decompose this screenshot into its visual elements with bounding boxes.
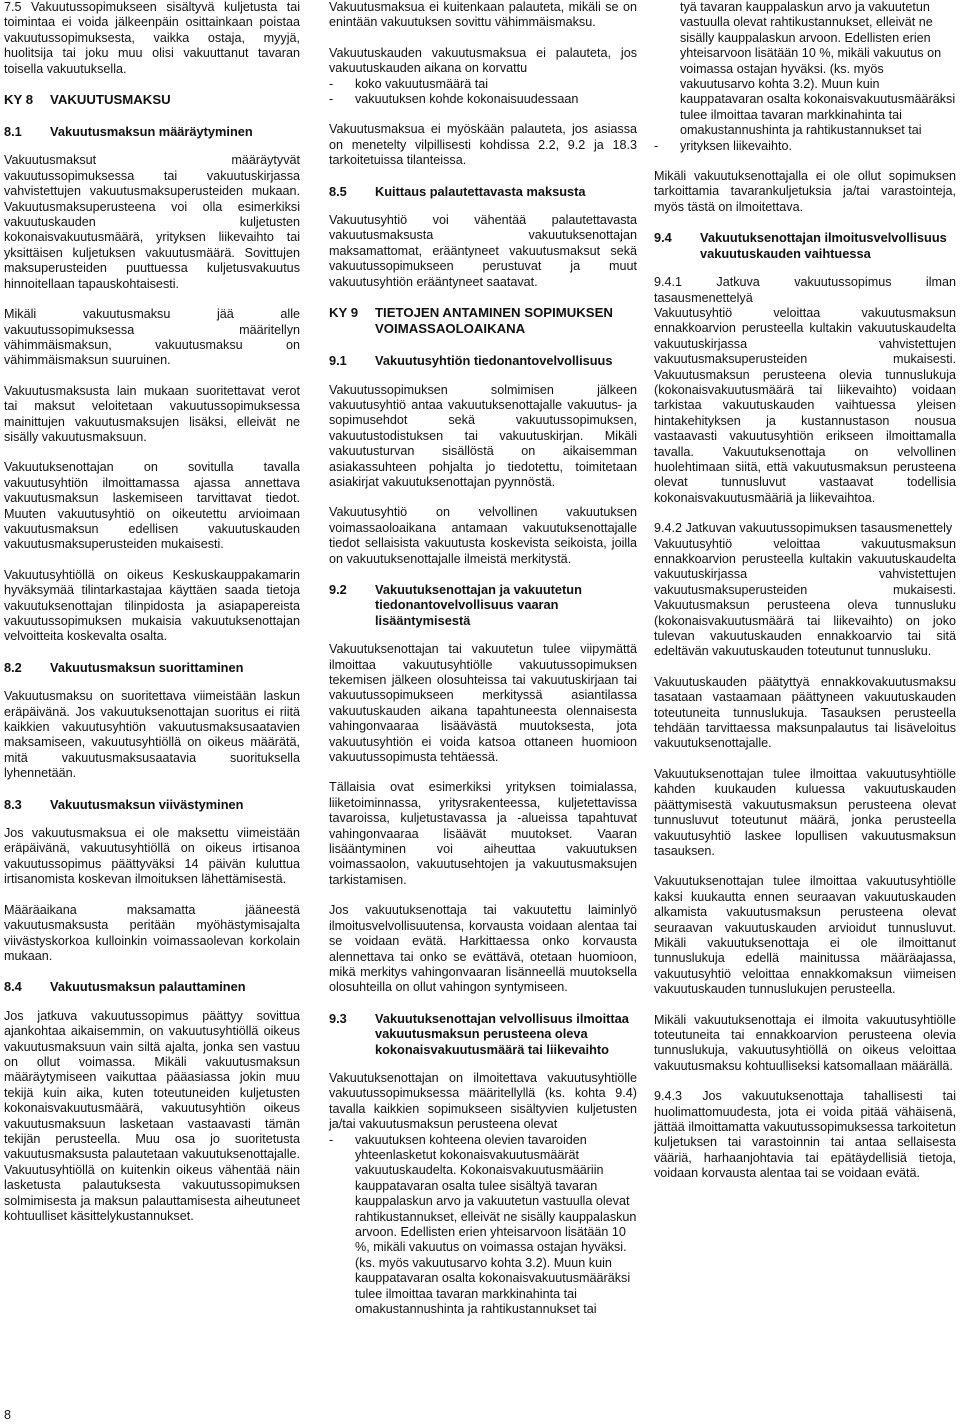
chapter-number: KY 8: [4, 92, 34, 108]
list-dash: -: [329, 76, 334, 91]
paragraph: Vakuutussopimuksen solmimisen jälkeen vakuutusyhtiö antaa vakuutuksenottajalle vakuutus- ja sopimusehdot sekä vakuutussopimuksen, vakuutustodistuksen tai vakuutuskirjan. Mikäli vakuutusturvan sisällöstä on aikaisemman asiakassuhteen pohjalta jo tiedotettu, toimitetaan asiakirjat vakuutuksenottajan pyynnöstä.: [329, 382, 637, 489]
section-9-3-heading: [329, 1011, 637, 1057]
column-3: [654, 0, 956, 1197]
list-item: [654, 0, 956, 139]
paragraph: Jos jatkuva vakuutussopimus päättyy sovittua ajankohtaa aikaisemmin, on vakuutusyhtiöllä oikeus vakuutusmaksuun vain siltä ajalta, jonka sen vastuu on ollut voimassa. Mikäli vakuutusmaksun määräytymiseen vaikuttaa pääasiassa jokin muu tekijä kuin aika, kuten toteutuneiden kuljetusten kokonaisvakuutusmäärä, vakuutusyhtiön oikeus vakuutusmaksuun lasketaan vastaavasti tämän tekijän perusteella. Muu osa jo suoritetusta vakuutusmaksusta palautetaan vakuutuksenottajalle. Vakuutusyhtiöllä on kuitenkin oikeus vähentää näin lasketusta palautuksesta vakuutussopimuksen solmimisesta ja maksun palauttamisesta aiheutuneet kohtuulliset käsittelykustannukset.: [4, 1008, 300, 1223]
section-9-1-heading: [329, 353, 637, 368]
paragraph: Mikäli vakuutusmaksu jää alle vakuutussopimuksessa määritellyn vähimmäismaksun, vakuutusmaksu on vähimmäismaksun suuruinen.: [4, 307, 300, 368]
list-item: [329, 1133, 637, 1318]
section-8-4-heading: [4, 979, 300, 994]
section-number: 9.3: [329, 1010, 347, 1026]
list-dash: [654, 0, 680, 139]
chapter-ky8-heading: [4, 92, 300, 108]
list-item: [329, 92, 637, 107]
chapter-ky9-heading: [329, 305, 637, 337]
page-number: 8: [4, 1408, 12, 1422]
paragraph: Vakuutuksenottajan tai vakuutetun tulee viipymättä ilmoittaa vakuutusyhtiölle vakuutussopimuksen tekemisen jälkeen olosuhteissa tai vakuutuskirjaan tai vakuutussopimukseen merkityssä asiantilassa vakuutuskauden aikana tapahtuneesta olennaisesta vahingonvaaraa lisäävästä muutoksesta, jota vakuutusyhtiön ei voida katsoa ottaneen huomioon vakuutussopimusta tehtäessä.: [329, 642, 637, 765]
section-number: 8.3: [4, 796, 22, 812]
column-1: [4, 0, 300, 1239]
paragraph: Jos vakuutuksenottaja tai vakuutettu laiminlyö ilmoitusvelvollisuutensa, korvausta voidaan alentaa tai se voidaan evätä. Harkittaessa onko korvausta alennettava tai onko se evättävä, otetaan huomioon, mikä merkitys vahingonvaaran lisänneellä muutoksella olosuhteilla on ollut vahingon syntymiseen.: [329, 903, 637, 995]
list-item: [329, 77, 637, 92]
paragraph: Vakuutusyhtiö veloittaa vakuutusmaksun ennakkoarvion perusteella kultakin vakuutuskaudelta vakuutuskirjassa vahvistettujen vakuutusmaksuperusteiden mukaisesti. Vakuutusmaksun perusteena oleva tunnusluku (kokonaisvakuutusmäärä tai liikevaihto) on joko tulevan vakuutuskauden ennakkoarvio tai sitä edeltävän vakuutuskauden toteutunut tunnusluku.: [654, 536, 956, 659]
section-title: Vakuutusmaksun palauttaminen: [50, 979, 246, 995]
chapter-title: VAKUUTUSMAKSU: [50, 92, 171, 108]
section-number: 8.4: [4, 979, 22, 995]
paragraph: Vakuutuksenottajan on ilmoitettava vakuutusyhtiölle vakuutussopimuksessa määritellyllä (ks. kohta 9.4) tavalla kaikkien sopimukseen sisältyvien kuljetusten ja/tai vakuutusmaksun perusteena olevat: [329, 1070, 637, 1132]
section-title: Vakuutuksenottajan velvollisuus ilmoittaa vakuutusmaksun perusteena oleva kokonaisvakuutusmäärä tai liikevaihto: [375, 1010, 629, 1057]
section-title: Vakuutuksenottajan ilmoitusvelvollisuus vakuutuskauden vaihtuessa: [700, 230, 947, 261]
section-8-5-heading: [329, 184, 637, 199]
paragraph: Vakuutusyhtiöllä on oikeus Keskuskauppakamarin hyväksymää tilintarkastajaa käyttäen saada tietoja vakuutuksenottajan tilinpidosta ja asiapapereista vakuutussopimuksen mukaisia vakuutuksenottajan velvoitteita koskevalta osalta.: [4, 567, 300, 644]
section-title: Vakuutusmaksun suorittaminen: [50, 659, 244, 675]
chapter-title: TIETOJEN ANTAMINEN SOPIMUKSEN VOIMASSAOLOAIKANA: [375, 305, 613, 337]
section-number: 8.5: [329, 183, 347, 199]
section-number: 9.2: [329, 581, 347, 597]
list-item-text: vakuutuksen kohde kokonaisuudessaan: [355, 92, 579, 107]
section-8-1-heading: [4, 124, 300, 139]
paragraph: Vakuutusmaksua ei kuitenkaan palauteta, mikäli se on enintään vakuutuksen sovittu vähimmäismaksu.: [329, 0, 637, 30]
subsection-9-4-2-heading: 9.4.2 Jatkuvan vakuutussopimuksen tasausmenettely: [654, 521, 953, 536]
list-dash: -: [329, 92, 334, 107]
paragraph: Vakuutuksenottajan tulee ilmoittaa vakuutusyhtiölle kahden kuukauden kuluessa vakuutuskauden päättymisestä vakuutusmaksun perusteena olevat tunnusluvut toteutunut määrä, jonka perusteella vakuutusyhtiö laskee lopullisen vakuutusmaksun tasauksen.: [654, 766, 956, 858]
paragraph: Vakuutusyhtiö veloittaa vakuutusmaksun ennakkoarvion perusteella kultakin vakuutuskaudelta vakuutuskirjassa vahvistettujen vakuutusmaksuperusteiden mukaisesti. Vakuutusmaksun perusteena olevia tunnuslukuja (kokonaisvakuutusmäärä tai liikevaihto) voidaan tarkistaa vakuutuskauden vaihtuessa yleisen hintakehityksen ja kustannustason nousua vastaavasti vakuutusyhtiön erikseen ilmoittamalla tavalla. Vakuutuksenottaja on velvollinen huolehtimaan siitä, että vakuutusmaksun perusteena olevat tunnusluvut vastaavat todellisia kokonaisvakuutusmääriä ja liikevaihtoa.: [654, 305, 956, 505]
paragraph: Vakuutuksenottajan tulee ilmoittaa vakuutusyhtiölle kaksi kuukautta ennen seuraavan vakuutuskauden alkamista vakuutusmaksun perusteena olevat seuraavan vakuutuskauden arvioidut tunnusluvut. Mikäli vakuutuksenottaja ei ole ilmoittanut tunnuslukuja edellä mainitussa määräajassa, vakuutusyhtiö veloittaa ennakkomaksun viimeisen vakuutuskauden tunnuslukujen perusteella.: [654, 874, 956, 997]
chapter-number: KY 9: [329, 305, 359, 321]
list-item-text: tyä tavaran kauppalaskun arvo ja vakuutetun vastuulla olevat rahtikustannukset, elleivät ne sisälly kauppalaskun arvoon. Edellisten erien yhteisarvoon lisätään 10 %, mikäli vakuutus on voimassa ostajan hyväksi. (ks. myös vakuutusarvo kohta 3.2). Muun kuin kauppatavaran osalta kokonaisvakuutusmääräksi tulee ilmoittaa tavaran markkinahinta tai omakustannushinta ja rahtikustannukset tai: [680, 0, 956, 138]
section-number: 8.1: [4, 124, 22, 140]
paragraph: Vakuutusmaksu on suoritettava viimeistään laskun eräpäivänä. Jos vakuutuksenottajan suoritus ei riitä kaikkien vakuutusyhtiön vakuutusmaksusaatavien maksamiseen, vakuutusyhtiöllä on oikeus määrätä, mitä vakuutusmaksusaatavia suorituksella lyhennetään.: [4, 689, 300, 781]
paragraph: Vakuutusmaksut määräytyvät vakuutussopimuksessa tai vakuutuskirjassa vahvistettujen vakuutusmaksuperusteiden mukaan. Vakuutusmaksuperusteena voi olla esimerkiksi vakuutuskauden kuljetusten kokonaisvakuutusmäärä, yrityksen liikevaihto tai yksittäisen kuljetuksen vakuutusmäärä. Sovittujen maksuperusteiden puuttuessa kuljetusvakuutus hinnoitellaan tapauskohtaisesti.: [4, 153, 300, 291]
list-item-text: vakuutuksen kohteena olevien tavaroiden yhteenlasketut kokonaisvakuutusmäärät vakuutuskaudelta. Kokonaisvakuutusmääriin kauppatavaran osalta tulee sisältyä tavaran kauppalaskun arvo ja vakuutetun vastuulla olevat rahtikustannukset, elleivät ne sisälly kauppalaskun arvoon. Edellisten erien yhteisarvoon lisätään 10 %, mikäli vakuutus on voimassa ostajan hyväksi. (ks. myös vakuutusarvo kohta 3.2). Muun kuin kauppatavaran osalta kokonaisvakuutusmääräksi tulee ilmoittaa tavaran markkinahinta tai omakustannushinta ja rahtikustannukset tai: [355, 1132, 637, 1317]
section-title: Vakuutusmaksun määräytyminen: [50, 124, 253, 140]
paragraph-9-4-3: 9.4.3 Jos vakuutuksenottaja tahallisesti tai huolimattomuudesta, jota ei voida pitää vähäisenä, jättää ilmoittamatta vakuutussopimuksessa tarkoitetun kuljetuksen tai varastoinnin tai antaa sellaisesta vääriä, harhaanjohtavia tai epätäydellisiä tietoja, voidaan korvausta alentaa tai se voidaan evätä.: [654, 1089, 956, 1181]
section-number: 9.4: [654, 230, 672, 246]
paragraph: Vakuutuskauden päätyttyä ennakkovakuutusmaksu tasataan vastaamaan päättyneen vakuutuskauden toteutuneita tunnuslukuja. Tasauksen perusteella tehdään tarvittaessa maksunpalautus tai lisäveloitus vakuutuksenottajalle.: [654, 674, 956, 751]
section-9-2-heading: [329, 582, 637, 628]
paragraph: Mikäli vakuutuksenottajalla ei ole ollut sopimuksen tarkoittamia tavarankuljetuksia ja/tai varastointeja, myös tästä on ilmoitettava.: [654, 169, 956, 214]
section-8-3-heading: [4, 797, 300, 812]
section-9-4-heading: [654, 230, 956, 261]
section-number: 9.1: [329, 353, 347, 369]
list-dash: -: [654, 138, 659, 153]
section-8-2-heading: [4, 660, 300, 675]
paragraph: Vakuutuksenottajan on sovitulla tavalla vakuutusyhtiön ilmoittamassa ajassa annettava vakuutusmaksun laskemiseen tarvittavat tiedot. Muuten vakuutusyhtiö on oikeutettu arvioimaan vakuutusmaksun edellisen vakuutuskauden vakuutusmaksuperusteiden mukaisesti.: [4, 460, 300, 552]
paragraph: Vakuutusyhtiö on velvollinen vakuutuksen voimassaoloaikana antamaan vakuutuksenottajalle tiedot sellaisista vakuutusta koskevista seikoista, joilla on vakuutuksenottajalle ilmeistä merkitystä.: [329, 505, 637, 566]
paragraph: Vakuutusyhtiö voi vähentää palautettavasta vakuutusmaksusta vakuutuksenottajan maksamattomat, erääntyneet vakuutusmaksut sekä vakuutussopimukseen perustuvat ja muut vakuutusyhtiön erääntyneet saatavat.: [329, 213, 637, 289]
dash-list-continued: [654, 0, 956, 154]
subsection-9-4-1-heading: 9.4.1 Jatkuva vakuutussopimus ilman tasausmenettelyä: [654, 275, 956, 305]
paragraph-7-5: 7.5 Vakuutussopimukseen sisältyvä kuljetusta tai toimintaa ei voida jälkeenpäin osittainkaan poistaa vakuutussopimuksesta, vaikka ostaja, myyjä, huolitsija tai joku muu olisi vakuuttanut tavaran toisella vakuutuksella.: [4, 0, 300, 76]
paragraph: Mikäli vakuutuksenottaja ei ilmoita vakuutusyhtiölle toteutuneita tai ennakkoarvion perusteena olevia tunnuslukuja, vakuutusyhtiöllä on oikeus veloittaa vakuutusmaksu kohtuulliseksi katsomallaan määrällä.: [654, 1012, 956, 1073]
section-title: Vakuutusmaksun viivästyminen: [50, 796, 244, 812]
list-dash: -: [329, 1132, 334, 1147]
list-item: [654, 139, 956, 154]
list-item-text: koko vakuutusmäärä tai: [355, 76, 489, 91]
section-title: Vakuutuksenottajan ja vakuutetun tiedonantovelvollisuus vaaran lisääntymisestä: [375, 581, 582, 628]
paragraph: Vakuutusmaksusta lain mukaan suoritettavat verot tai maksut veloitetaan vakuutussopimuksessa mainittujen vakuutusmaksujen lisäksi, elleivät ne sisälly vakuutusmaksuun.: [4, 383, 300, 444]
section-title: Kuittaus palautettavasta maksusta: [375, 183, 586, 199]
paragraph: Jos vakuutusmaksua ei ole maksettu viimeistään eräpäivänä, vakuutusyhtiöllä on oikeus irtisanoa vakuutussopimus päättyväksi 14 päivän kuluttua irtisanomista koskevan ilmoituksen lähettämisestä.: [4, 826, 300, 887]
section-number: 8.2: [4, 659, 22, 675]
column-2: [329, 0, 637, 1332]
paragraph: Määräaikana maksamatta jääneestä vakuutusmaksusta peritään myöhästymisajalta viivästyskorkoa kulloinkin voimassaolevan korkolain mukaan.: [4, 902, 300, 963]
section-title: Vakuutusyhtiön tiedonantovelvollisuus: [375, 353, 613, 369]
paragraph: Vakuutusmaksua ei myöskään palauteta, jos asiassa on menetelty vilpillisesti kohdissa 2.2, 9.2 ja 18.3 tarkoitetuissa tilanteissa.: [329, 122, 637, 168]
list-item-text: yrityksen liikevaihto.: [680, 138, 792, 153]
paragraph: Vakuutuskauden vakuutusmaksua ei palauteta, jos vakuutuskauden aikana on korvattu: [329, 45, 637, 76]
paragraph: Tällaisia ovat esimerkiksi yrityksen toimialassa, liiketoiminnassa, yritysrakenteessa, kuljetettavissa tavaroissa, kuljetustavassa ja -alueissa tapahtuvat vahingonvaaraa lisäävät muutokset. Vaaran lisääntyminen voi aiheuttaa vakuutuksen voimassaolon, vakuutusehtojen ja vakuutusmaksujen tarkistamisen.: [329, 780, 637, 887]
dash-list: [329, 1133, 637, 1318]
dash-list: [329, 77, 637, 108]
